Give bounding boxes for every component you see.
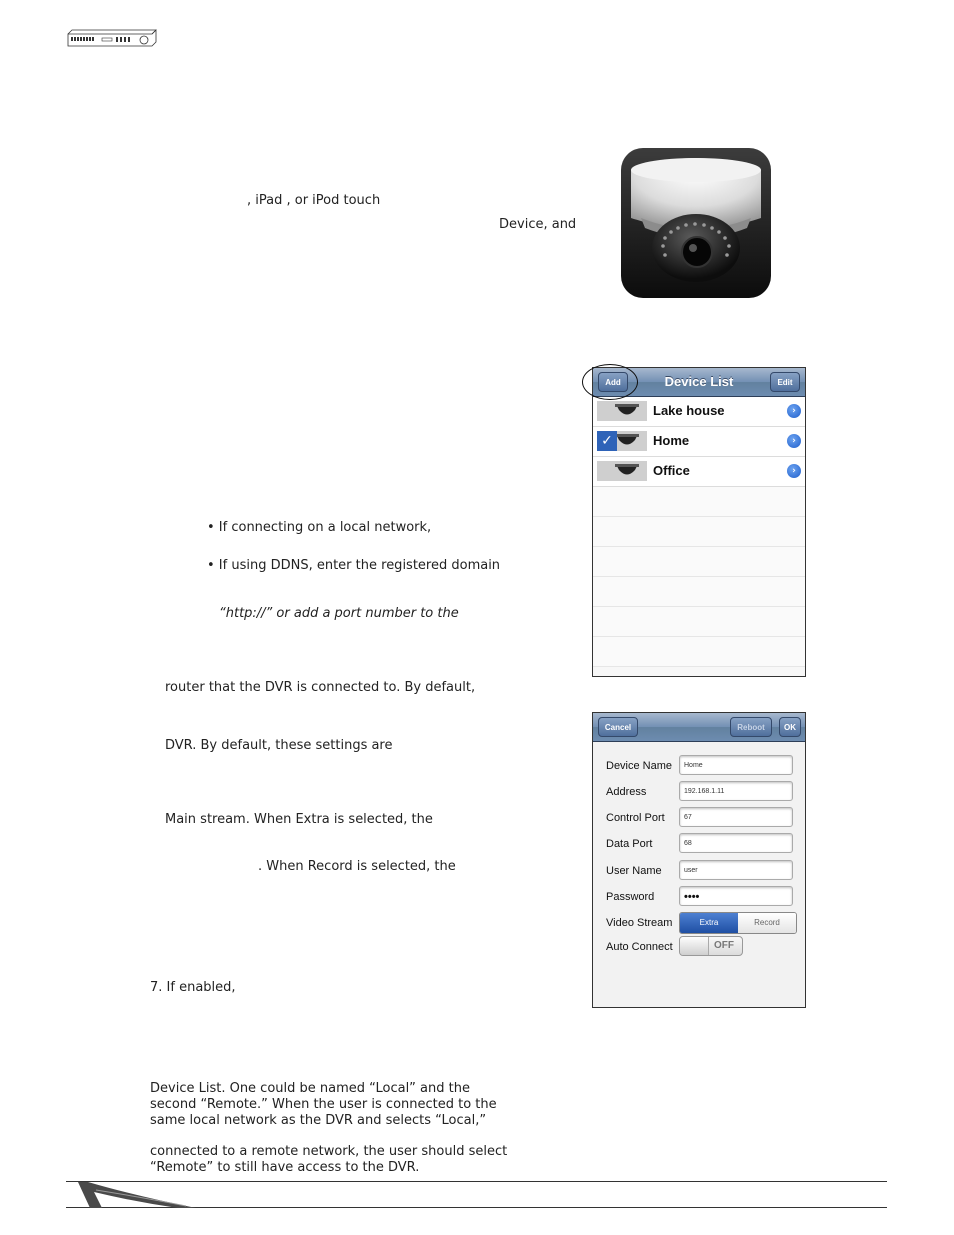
camera-app-icon	[621, 148, 771, 298]
device-edit-screenshot	[592, 712, 806, 1008]
disclosure-arrow-icon[interactable]: ›	[787, 434, 801, 448]
paragraph-line-5: “Remote” to still have access to the DVR.	[150, 1160, 420, 1175]
auto-connect-label: Auto Connect	[606, 941, 673, 953]
cancel-button[interactable]: Cancel	[598, 717, 638, 737]
video-stream-segmented-control	[679, 912, 797, 934]
stream-option-extra[interactable]: Extra	[680, 913, 738, 933]
bullet-local-network: • If connecting on a local network,	[207, 520, 432, 535]
dvr-default-text: DVR. By default, these settings are	[165, 738, 393, 753]
disclosure-arrow-icon[interactable]: ›	[787, 464, 801, 478]
camera-thumbnail-icon	[597, 431, 647, 451]
device-edit-nav-bar	[593, 713, 805, 742]
http-note: “http://” or add a port number to the	[219, 606, 459, 621]
data-port-row	[593, 833, 805, 857]
record-selected-text: . When Record is selected, the	[258, 859, 456, 874]
auto-connect-row	[593, 936, 805, 960]
control-port-field[interactable]: 67	[679, 807, 793, 827]
empty-list-row	[593, 577, 805, 607]
address-field[interactable]: 192.168.1.11	[679, 781, 793, 801]
device-name-label: Home	[653, 433, 690, 448]
video-stream-row	[593, 912, 805, 936]
device-list-title: Device List	[664, 374, 734, 389]
edit-list-button[interactable]: Edit	[770, 372, 800, 392]
control-port-row	[593, 807, 805, 831]
data-port-label: Data Port	[606, 838, 653, 850]
address-row	[593, 781, 805, 805]
paragraph-line-3: same local network as the DVR and selects “Local,”	[150, 1113, 487, 1128]
control-port-label: Control Port	[606, 812, 665, 824]
empty-list-row	[593, 637, 805, 667]
device-list-item[interactable]	[593, 427, 805, 457]
footer-swoosh-decoration	[66, 1182, 196, 1208]
device-name-field[interactable]: Home	[679, 755, 793, 775]
dvr-device-icon	[66, 28, 158, 48]
user-name-label: User Name	[606, 865, 662, 877]
device-name-label: Lake house	[653, 403, 725, 418]
data-port-field[interactable]: 68	[679, 833, 793, 853]
device-list-screenshot	[592, 367, 806, 677]
disclosure-arrow-icon[interactable]: ›	[787, 404, 801, 418]
stream-option-record[interactable]: Record	[738, 913, 796, 933]
device-name-label: Device Name	[606, 760, 673, 772]
paragraph-line-1: Device List. One could be named “Local” and the	[150, 1081, 470, 1096]
user-name-field[interactable]: user	[679, 860, 793, 880]
password-row	[593, 886, 805, 910]
main-stream-text: Main stream. When Extra is selected, the	[165, 812, 433, 827]
bullet-ddns: • If using DDNS, enter the registered domain	[207, 558, 501, 573]
device-name-label: Office	[653, 463, 690, 478]
camera-thumbnail-icon	[597, 401, 647, 421]
body-line-1: , iPad , or iPod touch	[247, 193, 381, 208]
camera-thumbnail-icon	[597, 461, 647, 481]
empty-list-row	[593, 547, 805, 577]
ok-button[interactable]: OK	[779, 717, 801, 737]
password-label: Password	[606, 891, 655, 903]
empty-list-row	[593, 487, 805, 517]
address-label: Address	[606, 786, 647, 798]
device-list-item[interactable]	[593, 457, 805, 487]
toggle-state-label: OFF	[714, 940, 734, 951]
user-name-row	[593, 860, 805, 884]
paragraph-line-4: connected to a remote network, the user should select	[150, 1144, 508, 1159]
device-name-row	[593, 755, 805, 779]
checkmark-icon: ✓	[597, 431, 617, 451]
empty-list-row	[593, 607, 805, 637]
add-button-highlight-circle	[582, 364, 638, 400]
empty-list-row	[593, 517, 805, 547]
body-line-2: Device, and	[499, 217, 577, 232]
auto-connect-toggle[interactable]	[679, 936, 743, 956]
toggle-knob	[680, 937, 709, 955]
password-field[interactable]: ••••	[679, 886, 793, 906]
device-list-item[interactable]	[593, 397, 805, 427]
paragraph-line-2: second “Remote.” When the user is connected to the	[150, 1097, 497, 1112]
router-text: router that the DVR is connected to. By default,	[165, 680, 476, 695]
video-stream-label: Video Stream	[606, 917, 673, 929]
step-7-text: 7. If enabled,	[150, 980, 236, 995]
add-device-button[interactable]: Add	[598, 372, 628, 392]
reboot-button[interactable]: Reboot	[730, 717, 772, 737]
